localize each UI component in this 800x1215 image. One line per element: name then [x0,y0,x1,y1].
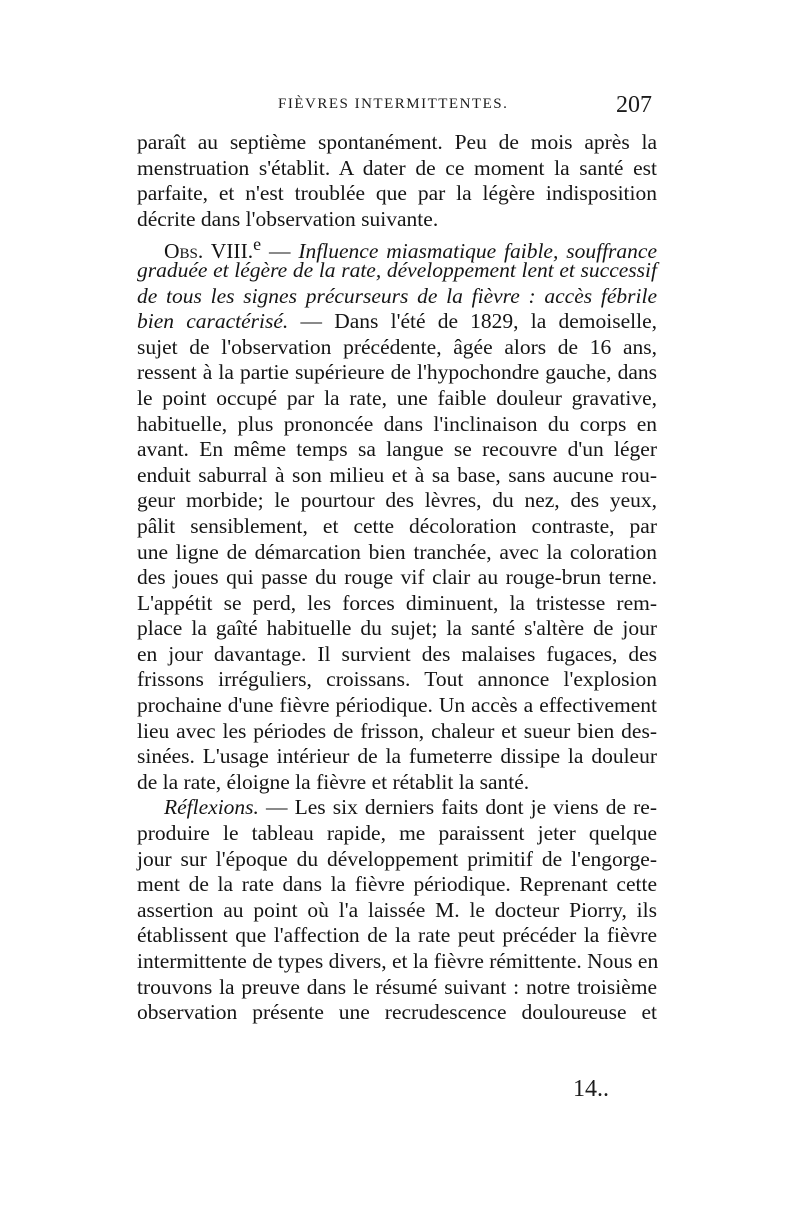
text-line: de la rate, éloigne la fièvre et rétablit la santé. [137,769,530,794]
text-line: ment de la rate dans la fièvre périodique. Reprenant cette [137,872,657,897]
text-line: établissent que l'affection de la rate peut précéder la fièvre [137,923,657,948]
running-title: FIÈVRES INTERMITTENTES. [278,96,509,112]
text-line: lieu avec les périodes de frisson, chaleur et sueur bien des- [137,718,657,743]
text-line: jour sur l'époque du développement primitif de l'engorge- [137,846,657,871]
reflexions-heading-line [137,795,657,821]
text-line: prochaine d'une fièvre périodique. Un accès a effectivement [137,693,657,718]
observation-text-start: — Dans l'été de 1829, la demoiselle, [288,309,657,334]
text-line: ressent à la partie supérieure de l'hypochondre gauche, dans [137,360,657,385]
text-line: sujet de l'observation précédente, âgée alors de 16 ans, [137,334,657,359]
reflexions-label: Réflexions. [164,795,259,820]
text-line: enduit saburral à son milieu et à sa base, sans aucune rou- [137,462,657,487]
text-line: habituelle, plus prononcée dans l'inclinaison du corps en [137,411,657,436]
text-line: assertion au point où l'a laissée M. le docteur Piorry, ils [137,897,657,922]
text-line: L'appétit se perd, les forces diminuent, la tristesse rem- [137,590,657,615]
text-line: des joues qui passe du rouge vif clair au rouge-brun terne. [137,565,657,590]
text-line: avant. En même temps sa langue se recouvre d'un léger [137,437,657,462]
observation-heading-line [137,232,658,264]
text-line: paraît au septième spontanément. Peu de mois après la [137,130,657,154]
body-text [137,130,657,1026]
observation-title-end: bien caractérisé. [137,309,289,334]
observation-title: Influence miasmatique faible, souffrance [298,239,658,264]
text-line: en jour davantage. Il survient des malaises fugaces, des [137,641,657,666]
text-line: frissons irréguliers, croissans. Tout annonce l'explosion [137,667,657,692]
text-line: observation présente une recrudescence douloureuse et [137,1000,657,1025]
observation-title-end-line [137,309,657,335]
text-line: parfaite, et n'est troublée que par la légère indisposition [137,181,657,206]
text-line: pâlit sensiblement, et cette décoloration contraste, par [137,513,657,538]
text-line: produire le tableau rapide, me paraissent jeter quelque [137,821,657,846]
observation-dash: — [261,239,299,264]
text-line: de tous les signes précurseurs de la fièvre : accès fébrile [137,283,657,308]
text-line: trouvons la preuve dans le résumé suivant : notre troisième [137,974,657,999]
text-line: une ligne de démarcation bien tranchée, avec la coloration [137,539,657,564]
text-line: place la gaîté habituelle du sujet; la santé s'altère de jour [137,616,657,641]
text-line: intermittente de types divers, et la fièvre rémittente. Nous en [137,949,659,973]
text-line: geur morbide; le pourtour des lèvres, du nez, des yeux, [137,488,657,513]
text-line: menstruation s'établit. A dater de ce moment la santé est [137,155,657,180]
reflexions-text-start: — Les six derniers faits dont je viens de re- [258,795,657,820]
observation-label: Obs. VIII. [164,239,254,264]
signature-mark: 14.. [573,1076,609,1102]
text-line: décrite dans l'observation suivante. [137,206,439,231]
text-line: sinées. L'usage intérieur de la fumeterre dissipe la douleur [137,744,657,769]
text-line: le point occupé par la rate, une faible douleur gravative, [137,385,657,410]
text-line: graduée et légère de la rate, développement lent et successif [137,257,657,282]
observation-superscript: e [253,234,262,255]
page-number: 207 [616,92,652,118]
